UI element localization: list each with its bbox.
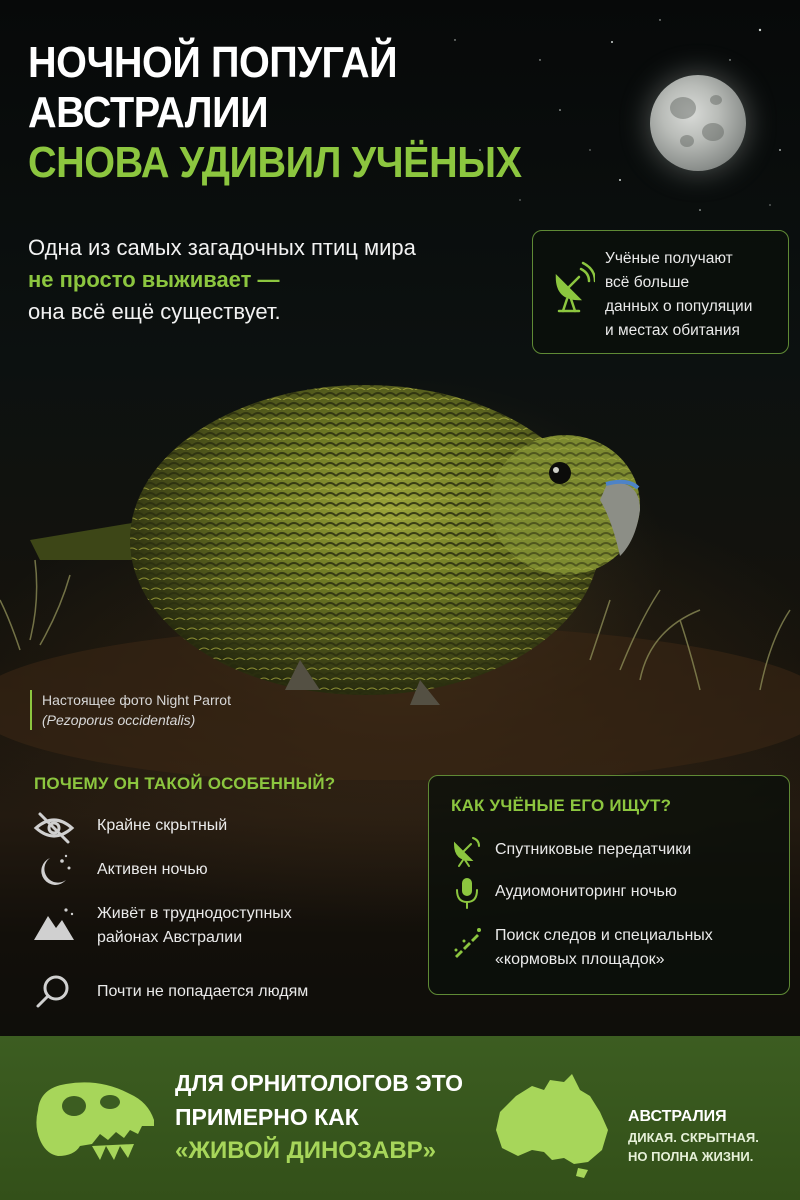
banner-text: [175, 1066, 495, 1168]
banner-right-text: [628, 1106, 788, 1166]
australia-map-icon: [488, 1060, 618, 1180]
how-item-line: Поиск следов и специальных: [495, 927, 713, 944]
lead-line-3: она всё ещё существует.: [28, 299, 281, 324]
page-title: [28, 38, 532, 188]
info-line: данных о популяции: [605, 298, 753, 315]
how-item-text: Аудиомониторинг ночью: [495, 883, 677, 900]
how-item-text: Спутниковые передатчики: [495, 841, 692, 858]
photo-caption: [30, 690, 231, 730]
banner-right-line-1: ДИКАЯ. СКРЫТНАЯ.: [628, 1130, 759, 1145]
info-line: всё больше: [605, 274, 690, 291]
title-line-1: НОЧНОЙ ПОПУГАЙ: [28, 38, 398, 87]
dinosaur-skull-icon: [30, 1060, 160, 1170]
banner-right-heading: АВСТРАЛИЯ: [628, 1108, 727, 1125]
why-item-text: Активен ночью: [97, 861, 208, 878]
magnifier-icon: [32, 972, 76, 1012]
eye-slash-icon: [32, 808, 76, 848]
why-item-text: Крайне скрытный: [97, 817, 228, 834]
bottom-banner: [0, 1036, 800, 1200]
how-item-text: [495, 924, 713, 972]
how-item-line: «кормовых площадок»: [495, 951, 665, 968]
microphone-icon: [451, 876, 483, 910]
caption-line-2: (Pezoporus occidentalis): [42, 712, 196, 728]
moon: [650, 75, 746, 171]
title-line-3: СНОВА УДИВИЛ УЧЁНЫХ: [28, 138, 522, 187]
lead-line-1: Одна из самых загадочных птиц мира: [28, 235, 416, 260]
info-line: и местах обитания: [605, 322, 740, 339]
why-item-line: Живёт в труднодоступных: [97, 905, 292, 922]
caption-line-1: Настоящее фото Night Parrot: [42, 692, 231, 708]
why-heading: ПОЧЕМУ ОН ТАКОЙ ОСОБЕННЫЙ?: [34, 774, 336, 793]
info-line: Учёные получают: [605, 250, 733, 267]
why-item-text: [97, 902, 292, 950]
banner-line-3: «ЖИВОЙ ДИНОЗАВР»: [175, 1137, 437, 1164]
banner-right-line-2: НО ПОЛНА ЖИЗНИ.: [628, 1149, 754, 1164]
how-box: [428, 775, 790, 995]
info-box-text: [605, 247, 781, 343]
why-item-line: районах Австралии: [97, 929, 243, 946]
lead-text: [28, 232, 498, 328]
satellite-dish-icon: [551, 259, 595, 319]
banner-line-1: ДЛЯ ОРНИТОЛОГОВ ЭТО: [175, 1070, 463, 1096]
mountains-icon: [32, 904, 76, 944]
lead-highlight: не просто выживает —: [28, 267, 280, 292]
how-heading: КАК УЧЁНЫЕ ЕГО ИЩУТ?: [451, 796, 672, 815]
satellite-dish-icon: [451, 834, 483, 868]
why-item-text: Почти не попадается людям: [97, 983, 309, 1000]
footprints-icon: [451, 926, 483, 960]
banner-line-2: ПРИМЕРНО КАК: [175, 1104, 359, 1130]
info-box: [532, 230, 789, 354]
moon-stars-icon: [32, 852, 76, 892]
title-line-2: АВСТРАЛИИ: [28, 88, 269, 137]
